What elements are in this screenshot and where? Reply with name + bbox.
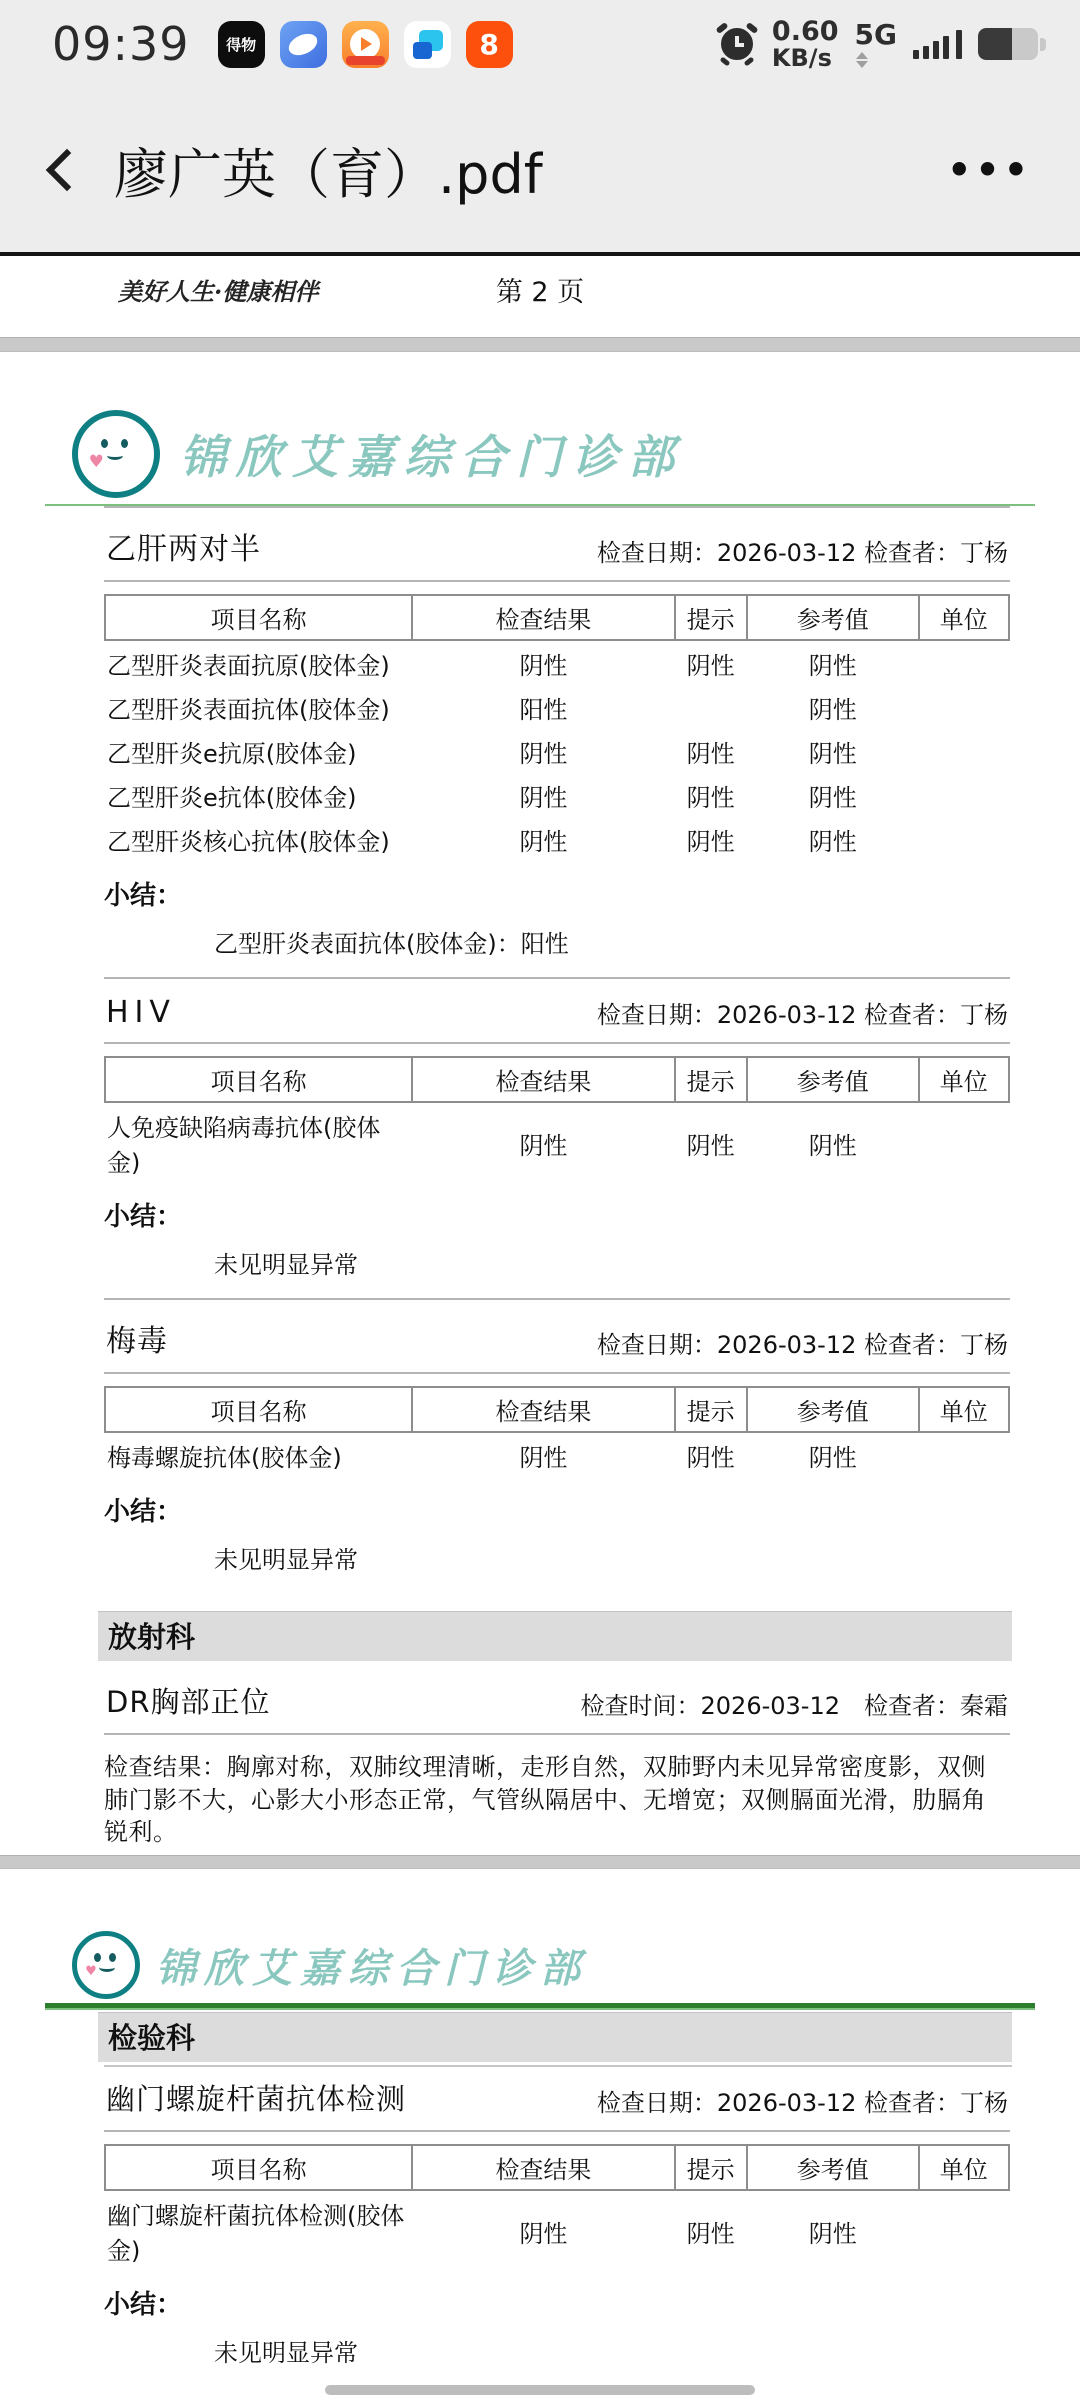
clinic-name: 锦欣艾嘉综合门诊部 [180, 430, 684, 484]
cell: 阴性 [808, 696, 857, 724]
cell: 阴性 [808, 1444, 857, 1472]
col-header: 参考值 [747, 2145, 919, 2190]
section-head-dr [104, 1664, 1010, 1733]
col-header: 提示 [675, 595, 747, 640]
cell [919, 773, 1009, 817]
cell: 幽门螺旋杆菌抗体检测(胶体金) [107, 2202, 405, 2265]
status-indicators [718, 18, 1046, 70]
col-header: 项目名称 [105, 1057, 412, 1102]
clinic-logo-icon: ♥ [72, 1931, 140, 1999]
network-speed: 0.60 KB/s [771, 16, 839, 72]
cell [919, 2190, 1009, 2270]
cell: 乙型肝炎表面抗原(胶体金) [107, 652, 390, 680]
section-meta: 检查时间：2026-03-12 检查者：秦霜 [580, 1692, 1008, 1720]
summary-text: 未见明显异常 [214, 1251, 358, 1279]
table-row [105, 685, 1009, 729]
data-arrows-icon [856, 52, 868, 68]
col-header: 单位 [919, 1057, 1009, 1102]
section-divider [104, 1372, 1010, 1374]
section-head-hbv [104, 508, 1010, 580]
hp-table [104, 2144, 1010, 2270]
clock-time: 09:39 [52, 17, 190, 71]
cell: 阴性 [519, 1444, 568, 1472]
status-bar [0, 0, 1080, 88]
table-header-row [105, 595, 1009, 640]
cell: 阴性 [686, 2219, 735, 2248]
alarm-clock-icon [718, 25, 756, 63]
cell [919, 817, 1009, 861]
cell [675, 685, 747, 729]
summary-block [104, 1196, 1010, 1280]
cell: 乙型肝炎表面抗体(胶体金) [107, 696, 390, 724]
dewu-app-icon: 得物 [218, 21, 265, 68]
hiv-table [104, 1056, 1010, 1182]
cell: 梅毒螺旋抗体(胶体金) [107, 1444, 342, 1472]
cell: 阴性 [808, 740, 857, 768]
table-row [105, 817, 1009, 861]
summary-block [104, 875, 1010, 959]
cell: 阴性 [686, 652, 735, 680]
pdf-viewport[interactable] [0, 252, 1080, 2400]
document-title: 廖广英（育）.pdf [114, 142, 543, 206]
summary-text: 乙型肝炎表面抗体(胶体金)：阳性 [214, 930, 569, 958]
summary-text: 未见明显异常 [214, 2339, 358, 2367]
cell [919, 640, 1009, 685]
cell: 阴性 [686, 1444, 735, 1472]
pdf-page-4 [0, 1869, 1080, 2400]
cell [919, 685, 1009, 729]
col-header: 提示 [675, 2145, 747, 2190]
table-header-row [105, 1387, 1009, 1432]
col-header: 检查结果 [412, 1387, 674, 1432]
cell: 阴性 [519, 2219, 568, 2248]
section-meta: 检查日期：2026-03-12 检查者：丁杨 [596, 539, 1008, 567]
summary-block [104, 2284, 1010, 2368]
col-header: 单位 [919, 1387, 1009, 1432]
col-header: 提示 [675, 1387, 747, 1432]
video-banner [346, 56, 385, 65]
cell: 阴性 [808, 2219, 857, 2248]
table-row [105, 1432, 1009, 1477]
cell: 乙型肝炎e抗原(胶体金) [107, 740, 357, 768]
summary-label: 小结： [104, 1202, 183, 1232]
summary-label: 小结： [104, 1497, 183, 1527]
nav-bar [0, 88, 1080, 252]
cell: 阳性 [519, 696, 568, 724]
browser-orb-icon [286, 29, 321, 59]
section-meta: 检查日期：2026-03-12 检查者：丁杨 [596, 2089, 1008, 2117]
pdf-page-2-footer [0, 252, 1080, 337]
chat-bubble-small-icon [413, 42, 432, 59]
col-header: 检查结果 [412, 1057, 674, 1102]
cell: 阴性 [808, 784, 857, 812]
table-row [105, 640, 1009, 685]
col-header: 单位 [919, 595, 1009, 640]
col-header: 项目名称 [105, 2145, 412, 2190]
hbv-table [104, 594, 1010, 861]
table-row [105, 2190, 1009, 2270]
cell: 阴性 [519, 828, 568, 856]
page-separator [0, 1855, 1080, 1869]
clinic-logo-icon: ♥ [72, 410, 160, 498]
cell: 人免疫缺陷病毒抗体(胶体金) [107, 1114, 381, 1177]
browser-app-icon [280, 21, 327, 68]
exam-result-text: 检查结果：胸廓对称，双肺纹理清晰，走形自然，双肺野内未见异常密度影，双侧肺门影不大，心影大小形态正常，气管纵隔居中、无增宽；双侧膈面光滑，肋膈角锐利。 [104, 1753, 986, 1847]
table-row [105, 773, 1009, 817]
cell: 阴性 [686, 784, 735, 812]
col-header: 参考值 [747, 1057, 919, 1102]
cell: 乙型肝炎核心抗体(胶体金) [107, 828, 390, 856]
signal-bars-icon [913, 29, 962, 59]
back-button[interactable] [44, 138, 98, 202]
footer-slogan: 美好人生·健康相伴 [118, 276, 319, 306]
section-divider [104, 1733, 1010, 1735]
cell: 阴性 [519, 740, 568, 768]
summary-label: 小结： [104, 2290, 183, 2320]
cell [919, 1102, 1009, 1182]
cell: 阴性 [686, 1131, 735, 1160]
table-row [105, 1102, 1009, 1182]
cell: 阴性 [808, 652, 857, 680]
section-title: 幽门螺旋杆菌抗体检测 [106, 2082, 407, 2116]
clinic-header [72, 1931, 1080, 1999]
section-title: 乙肝两对半 [106, 532, 261, 567]
table-header-row [105, 2145, 1009, 2190]
brand-divider [45, 2003, 1035, 2010]
chat-app-icon [404, 21, 451, 68]
section-title: HIV [106, 995, 176, 1030]
page-separator [0, 337, 1080, 352]
col-header: 参考值 [747, 1387, 919, 1432]
col-header: 单位 [919, 2145, 1009, 2190]
syphilis-table [104, 1386, 1010, 1477]
col-header: 提示 [675, 1057, 747, 1102]
section-head-hiv [104, 979, 1010, 1042]
summary-block [104, 1491, 1010, 1575]
kuaishou-app-icon: 8 [466, 21, 513, 68]
cell: 阴性 [519, 652, 568, 680]
cell: 阴性 [519, 1131, 568, 1160]
cell: 阴性 [686, 740, 735, 768]
cell: 阴性 [808, 1131, 857, 1160]
cell [919, 729, 1009, 773]
cell [919, 1432, 1009, 1477]
section-title: 梅毒 [106, 1324, 168, 1359]
dept-band-lab: 检验科 [98, 2012, 1012, 2062]
pdf-page-3 [0, 352, 1080, 1855]
section-meta: 检查日期：2026-03-12 检查者：丁杨 [596, 1331, 1008, 1359]
summary-text: 未见明显异常 [214, 1546, 358, 1574]
dept-band-radiology: 放射科 [98, 1611, 1012, 1661]
col-header: 检查结果 [412, 2145, 674, 2190]
clinic-header [72, 410, 1080, 498]
section-divider [104, 1042, 1010, 1044]
table-header-row [105, 1057, 1009, 1102]
cell: 阴性 [686, 828, 735, 856]
section-divider [104, 2130, 1010, 2132]
table-row [105, 729, 1009, 773]
section-title: DR胸部正位 [106, 1685, 271, 1719]
chevron-left-icon [46, 149, 88, 191]
home-indicator[interactable] [325, 2385, 755, 2395]
more-options-button[interactable]: ••• [947, 148, 1032, 192]
video-app-icon [342, 21, 389, 68]
section-meta: 检查日期：2026-03-12 检查者：丁杨 [596, 1001, 1008, 1029]
section-divider [104, 580, 1010, 582]
section-head-syphilis [104, 1300, 1010, 1372]
network-type: 5G [855, 21, 897, 68]
section-head-hp [104, 2067, 1010, 2130]
col-header: 项目名称 [105, 595, 412, 640]
battery-icon [978, 28, 1046, 60]
col-header: 检查结果 [412, 595, 674, 640]
cell: 阴性 [808, 828, 857, 856]
cell: 乙型肝炎e抗体(胶体金) [107, 784, 357, 812]
play-circle-icon [350, 29, 380, 59]
cell: 阴性 [519, 784, 568, 812]
col-header: 项目名称 [105, 1387, 412, 1432]
page-number: 第 2 页 [495, 276, 585, 308]
summary-label: 小结： [104, 881, 183, 911]
clinic-name: 锦欣艾嘉综合门诊部 [156, 1944, 588, 1992]
notification-icons [218, 21, 513, 68]
col-header: 参考值 [747, 595, 919, 640]
